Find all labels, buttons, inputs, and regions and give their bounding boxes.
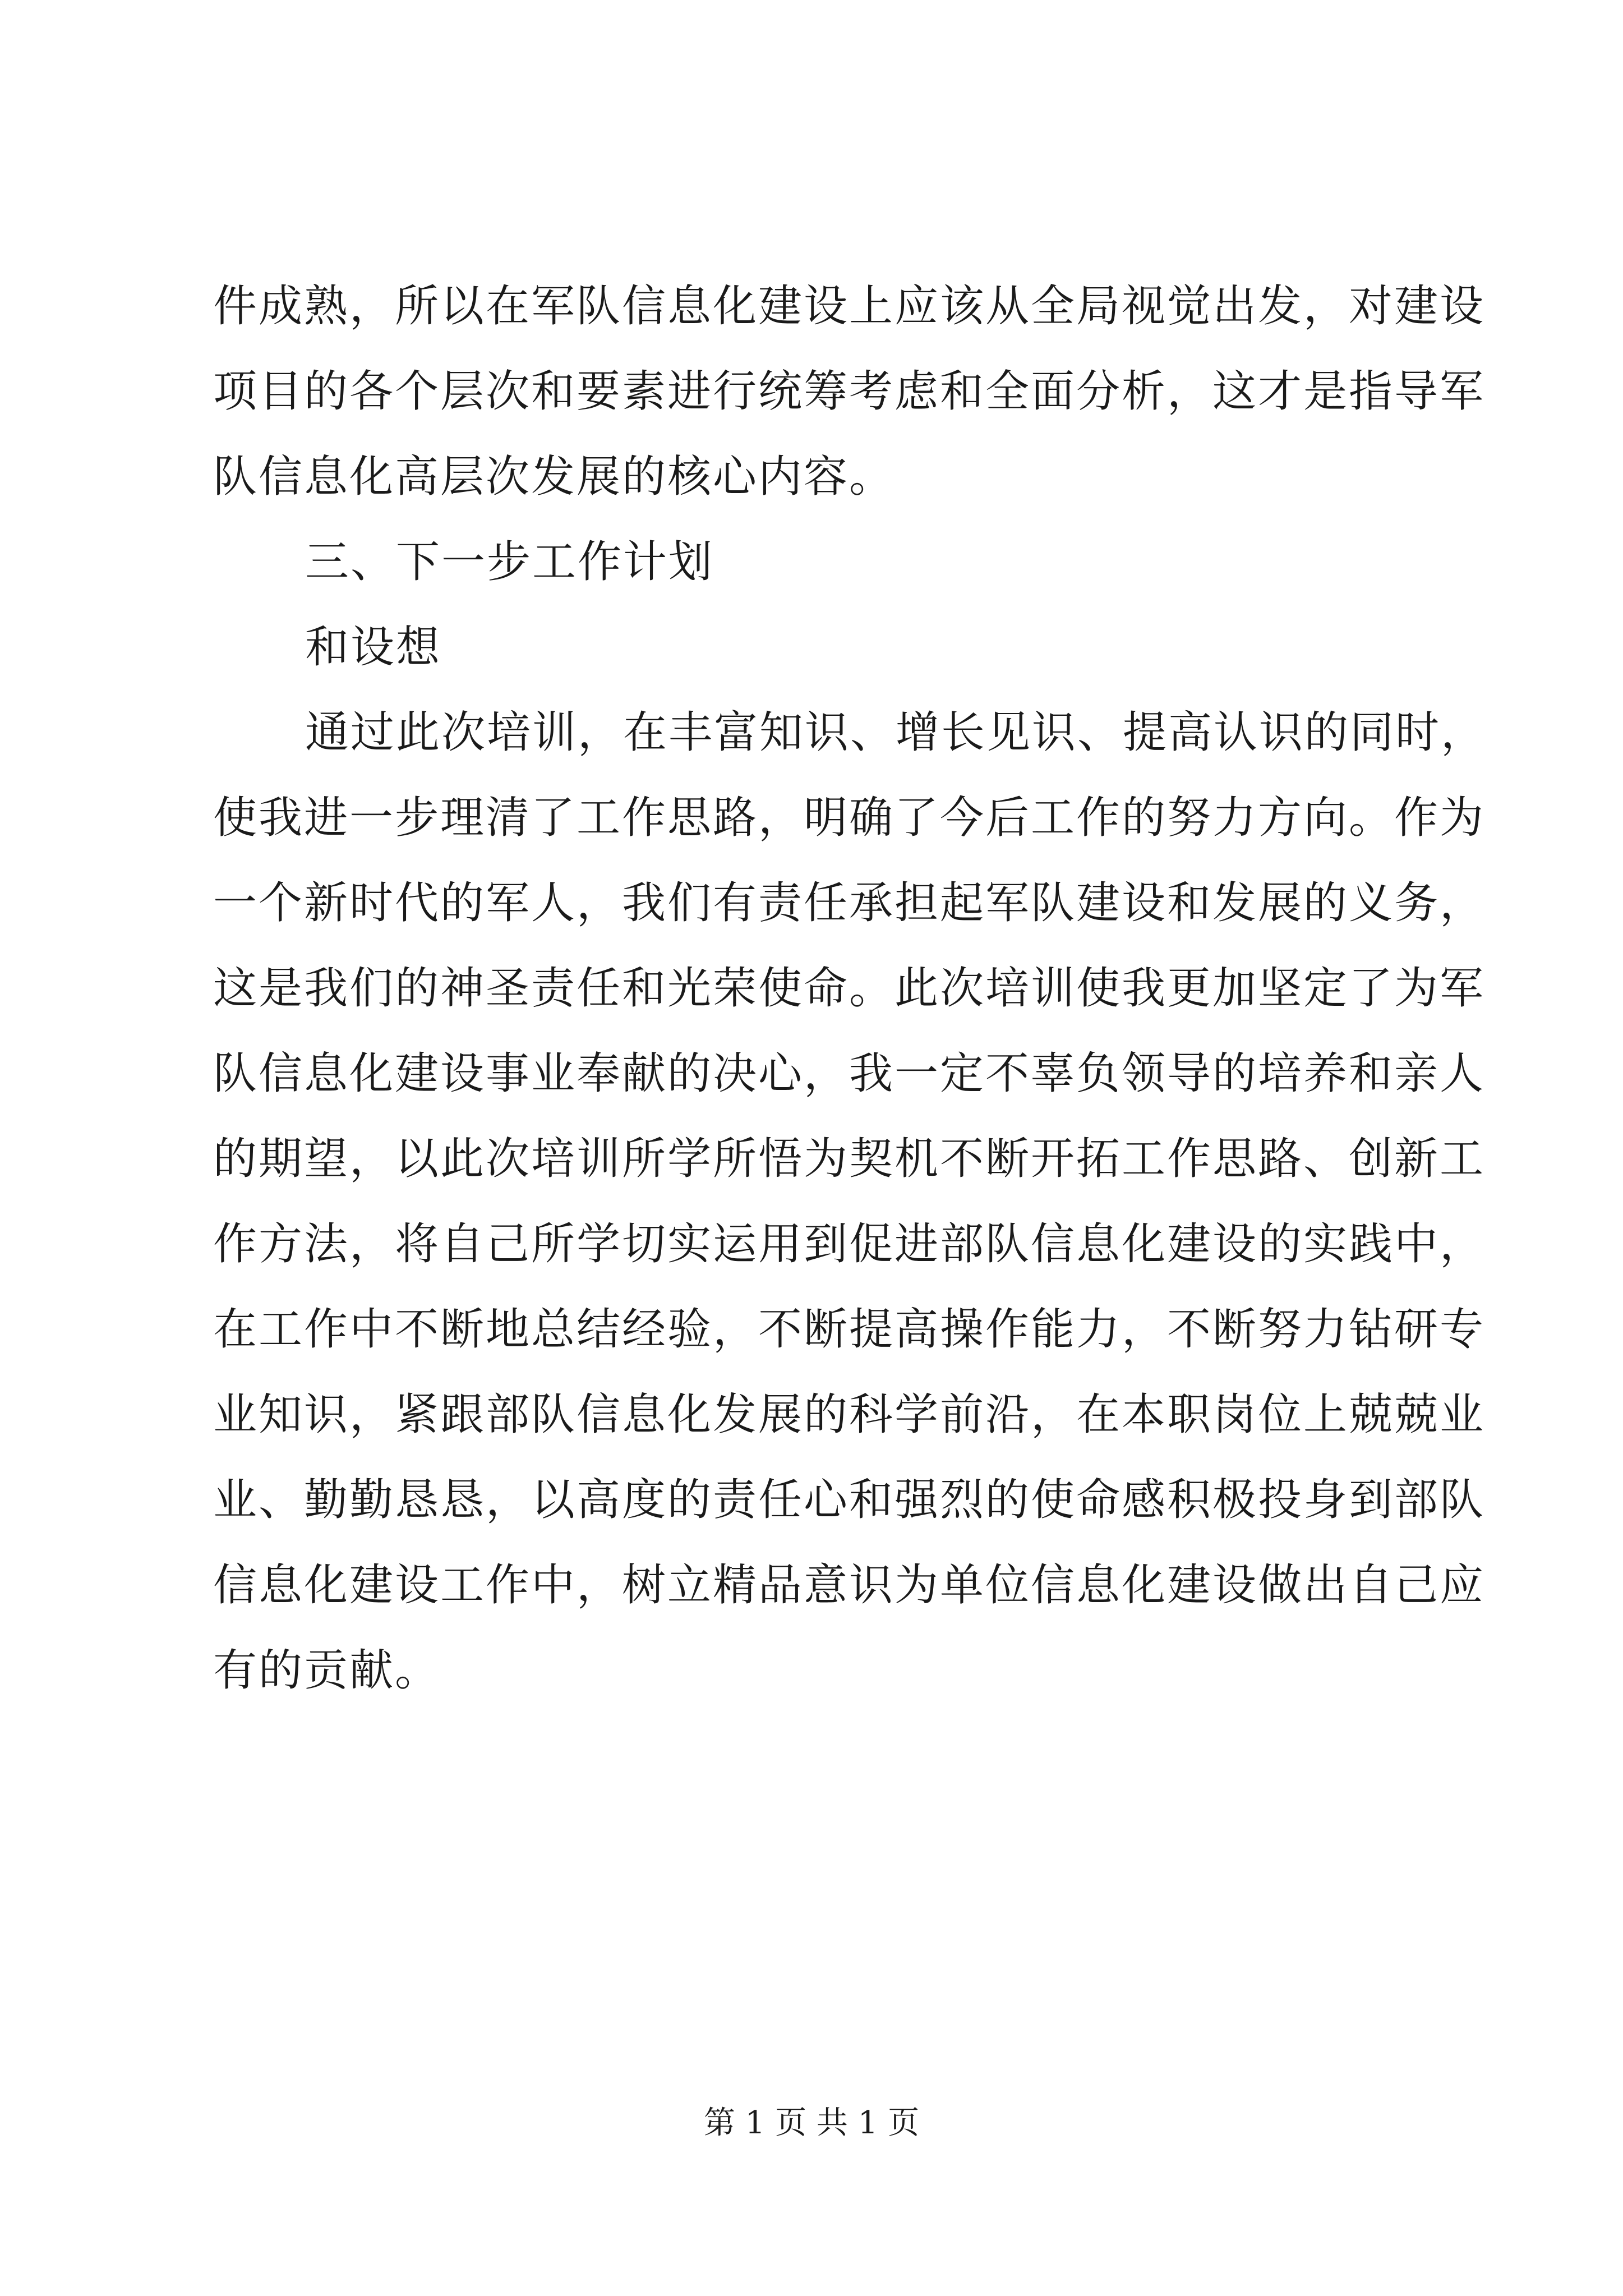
document-body: [213, 264, 1487, 1713]
page-footer: 第 1 页 共 1 页: [703, 2105, 920, 2141]
paragraph-2-line-9: 业知识，紧跟部队信息化发展的科学前沿，在本职岗位上兢兢业: [213, 1389, 1486, 1440]
paragraph-1-line-2: 项目的各个层次和要素进行统筹考虑和全面分析，这才是指导军: [213, 366, 1486, 417]
paragraph-2-line-10: 业、勤勤恳恳，以高度的责任心和强烈的使命感积极投身到部队: [213, 1475, 1486, 1525]
paragraph-2-line-6: 的期望，以此次培训所学所悟为契机不断开拓工作思路、创新工: [213, 1134, 1486, 1184]
paragraph-2-line-1: 通过此次培训，在丰富知识、增长见识、提高认识的同时，: [305, 707, 1487, 758]
paragraph-2-line-4: 这是我们的神圣责任和光荣使命。此次培训使我更加坚定了为军: [213, 963, 1486, 1014]
paragraph-2-line-3: 一个新时代的军人，我们有责任承担起军队建设和发展的义务，: [213, 878, 1486, 928]
paragraph-2-line-7: 作方法，将自己所学切实运用到促进部队信息化建设的实践中，: [213, 1219, 1486, 1269]
paragraph-1-line-3: 队信息化高层次发展的核心内容。: [213, 452, 895, 502]
section-heading: 三、下一步工作计划: [305, 537, 714, 587]
section-heading-continuation: 和设想: [305, 622, 442, 673]
paragraph-2-line-11: 信息化建设工作中，树立精品意识为单位信息化建设做出自己应: [213, 1560, 1486, 1611]
paragraph-2-line-12: 有的贡献。: [213, 1645, 441, 1696]
paragraph-2-line-5: 队信息化建设事业奉献的决心，我一定不辜负领导的培养和亲人: [213, 1048, 1486, 1099]
paragraph-1-line-1: 件成熟，所以在军队信息化建设上应该从全局视觉出发，对建设: [213, 281, 1486, 332]
paragraph-2-line-8: 在工作中不断地总结经验，不断提高操作能力，不断努力钻研专: [213, 1304, 1486, 1355]
paragraph-2-line-2: 使我进一步理清了工作思路，明确了今后工作的努力方向。作为: [213, 793, 1486, 843]
